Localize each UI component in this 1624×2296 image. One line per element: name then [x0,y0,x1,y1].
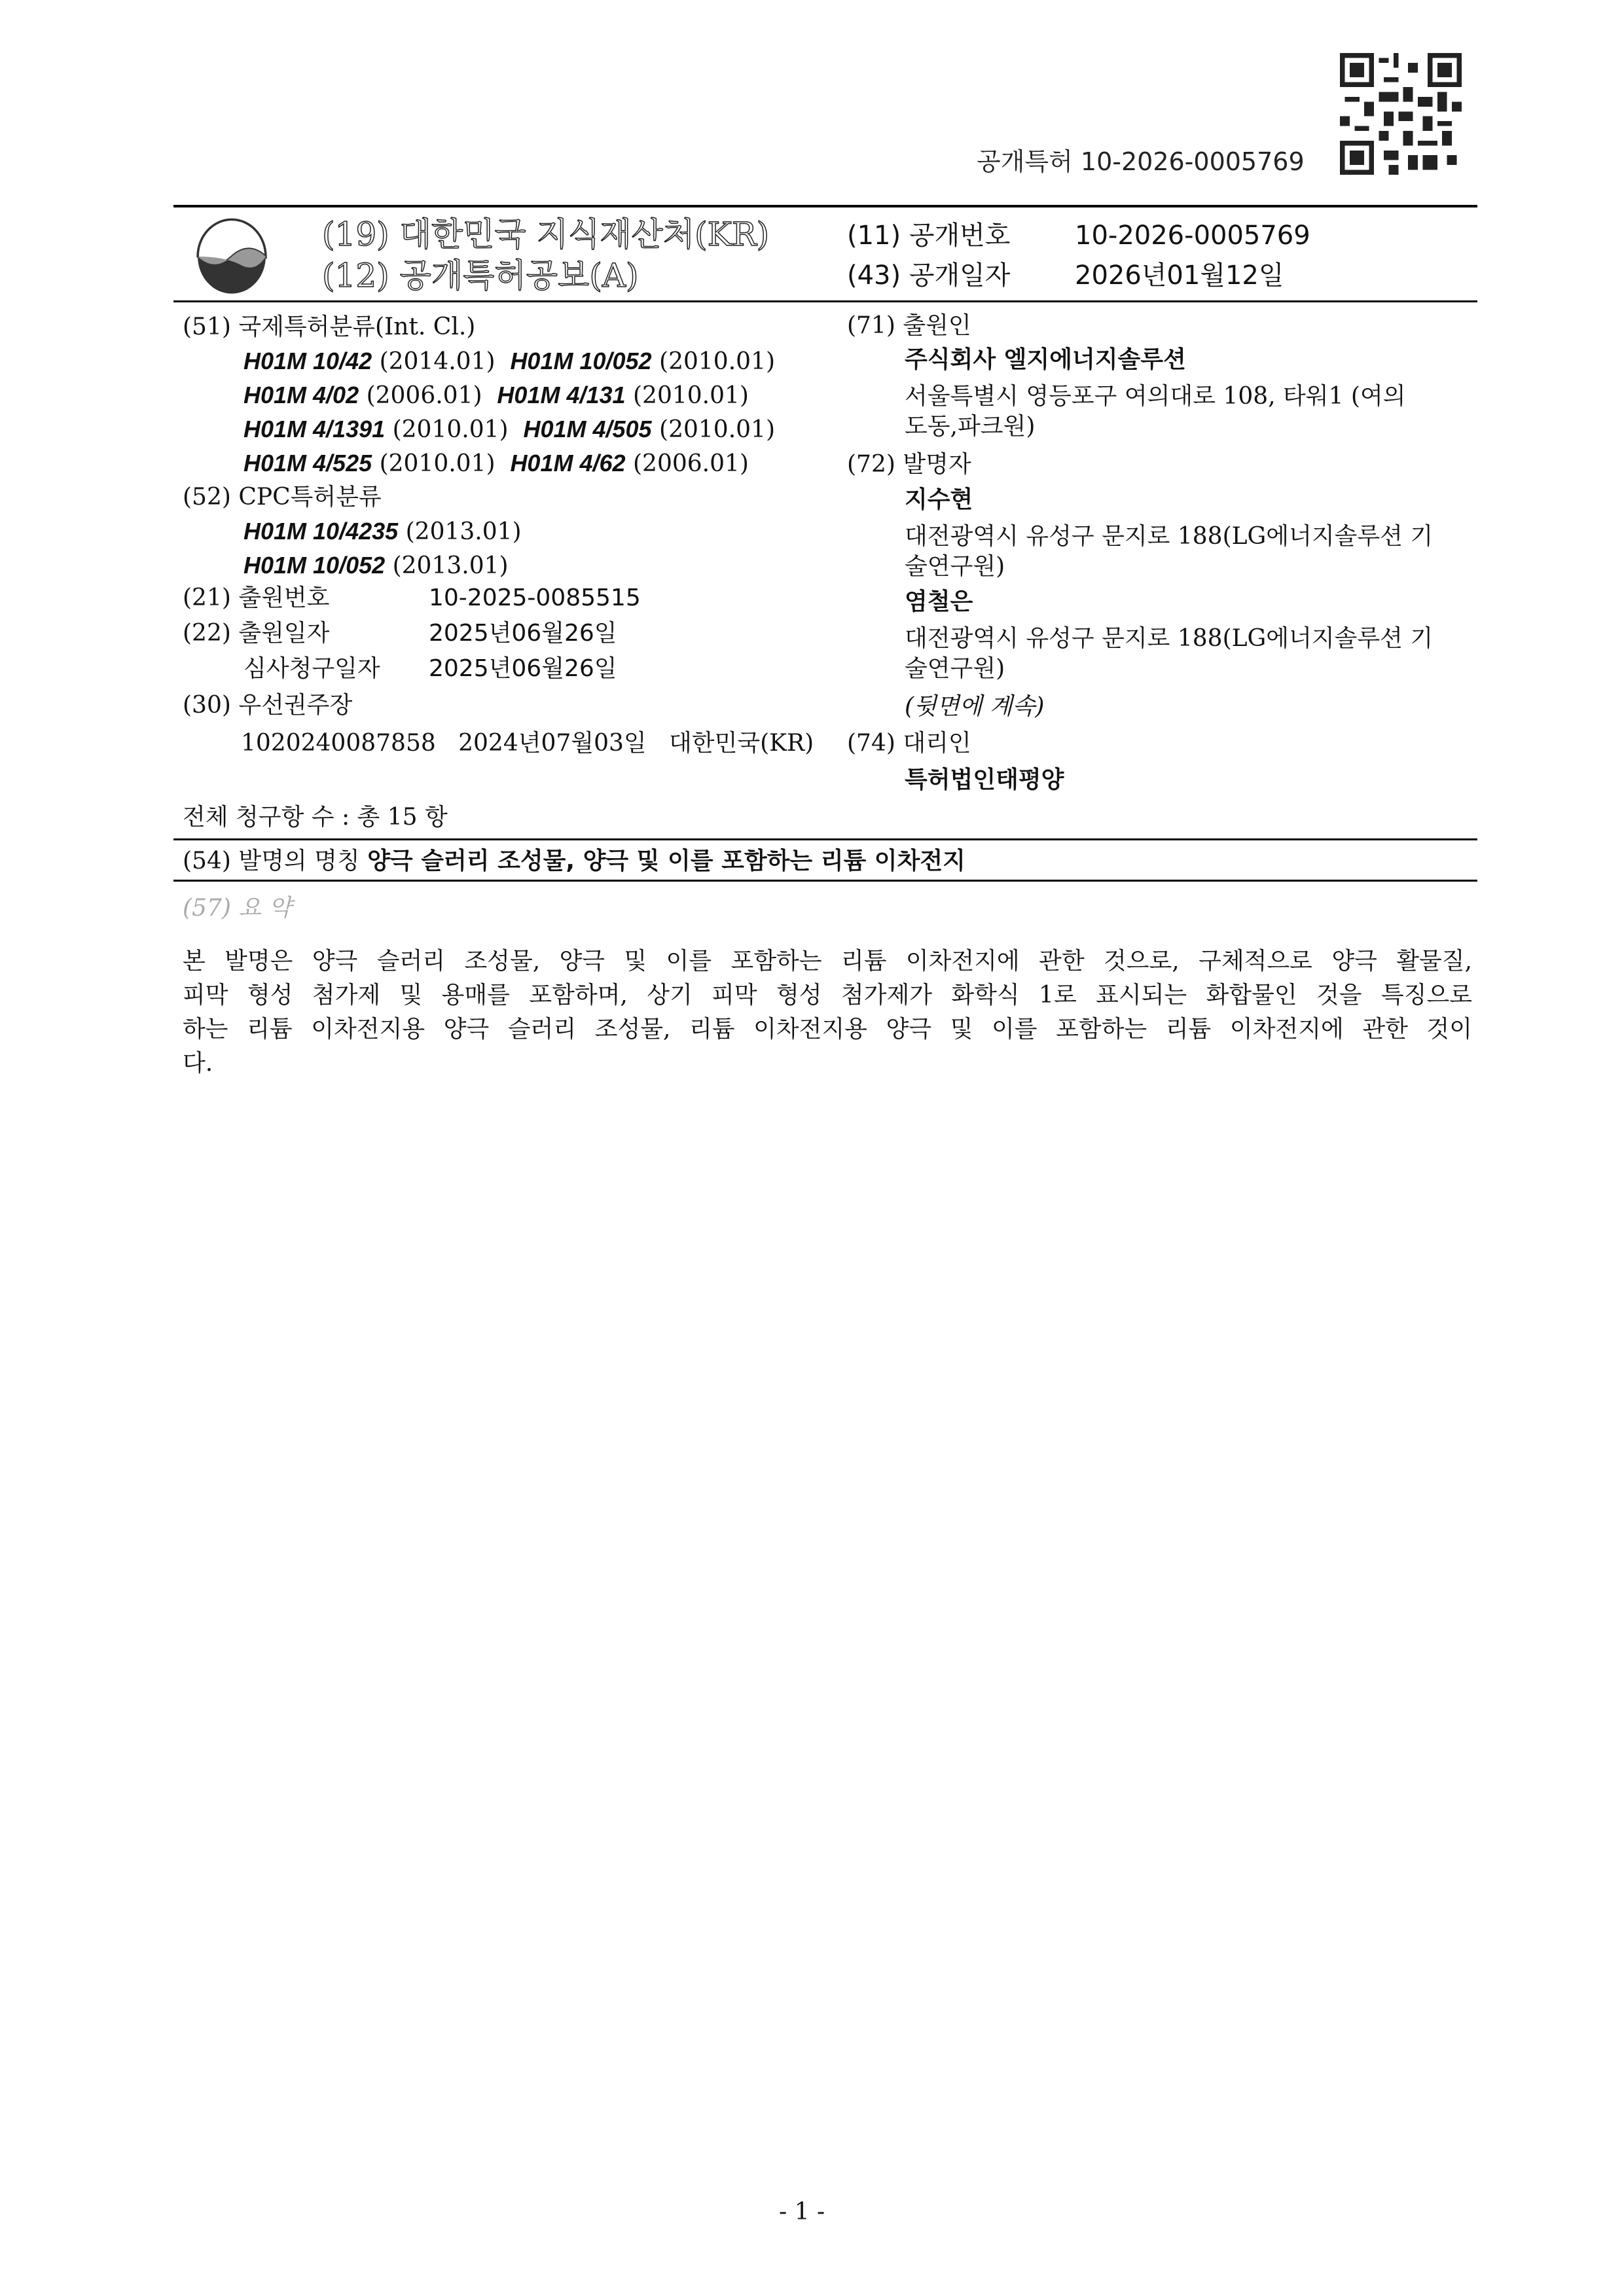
inventor-address: 대전광역시 유성구 문지로 188(LG에너지솔루션 기 [905,624,1433,653]
int-cl-row [244,347,775,376]
inventor-address: 대전광역시 유성구 문지로 188(LG에너지솔루션 기 [905,522,1433,551]
classification-code: H01M 10/4235 [244,518,398,545]
office-title: (19) 대한민국 지식재산처(KR) [322,216,769,253]
inventor-address: 술연구원) [905,552,1005,581]
application-date-label: (22) 출원일자 [183,619,329,648]
examination-date: 2025년06월26일 [429,655,617,683]
classification-code: H01M 10/052 [244,552,385,579]
int-cl-label: (51) 국제특허분류(Int. Cl.) [183,313,475,342]
classification-code: H01M 10/42 [244,348,372,374]
priority-row [241,729,814,758]
invention-title: 양극 슬러리 조성물, 양극 및 이를 포함하는 리튬 이차전지 [367,848,965,874]
classification-code: H01M 4/62 [510,450,625,476]
classification-version: (2010.01) [393,416,509,443]
title-bottom-rule [173,880,1477,882]
abstract-label: (57) 요 약 [183,894,291,923]
classification-code: H01M 4/1391 [244,416,385,442]
applicant-address: 도동,파크원) [905,412,1035,441]
abstract-line: 본 발명은 양극 슬러리 조성물, 양극 및 이를 포함하는 리튬 이차전지에 관한 것으로, 구체적으로 양극 활물질, [183,947,1472,976]
invention-title-row [183,847,965,876]
invention-title-label: (54) 발명의 명칭 [183,848,360,874]
int-cl-row [244,381,749,410]
application-number: 10-2025-0085515 [429,584,641,613]
applicant-name: 주식회사 엘지에너지솔루션 [905,346,1186,374]
classification-version: (2013.01) [393,552,509,579]
publication-date: 2026년01월12일 [1075,257,1284,294]
classification-version: (2010.01) [659,348,775,375]
abstract-line: 피막 형성 첨가제 및 용매를 포함하며, 상기 피막 형성 첨가제가 화학식 1로 표시되는 화합물인 것을 특징으로 [183,981,1472,1010]
continued-note: (뒷면에 계속) [905,692,1044,721]
int-cl-row [244,449,749,478]
priority-country: 대한민국(KR) [669,730,814,757]
classification-code: H01M 4/505 [523,416,651,442]
cpc-row [244,551,509,581]
top-rule [173,205,1477,207]
claims-count: 전체 청구항 수 : 총 15 항 [183,803,448,832]
qr-code [1340,52,1462,176]
abstract-line: 하는 리튬 이차전지용 양극 슬러리 조성물, 리튬 이차전지용 양극 및 이를 포함하는 리튬 이차전지에 관한 것이 [183,1015,1472,1044]
applicant-address: 서울특별시 영등포구 여의대로 108, 타워1 (여의 [905,382,1406,411]
government-emblem-logo [191,218,272,295]
inventor-label: (72) 발명자 [847,450,971,479]
classification-version: (2006.01) [367,382,482,409]
abstract-line: 다. [183,1049,1472,1078]
gazette-title: (12) 공개특허공보(A) [322,257,638,294]
agent-name: 특허법인태평양 [905,766,1064,795]
priority-label: (30) 우선권주장 [183,691,352,720]
cpc-label: (52) CPC특허분류 [183,483,382,512]
priority-number: 1020240087858 [241,730,436,757]
publication-date-label: (43) 공개일자 [847,257,1010,294]
classification-version: (2010.01) [380,450,496,477]
inventor-address: 술연구원) [905,655,1005,683]
application-date: 2025년06월26일 [429,619,617,648]
classification-version: (2006.01) [633,450,749,477]
application-number-label: (21) 출원번호 [183,584,329,613]
int-cl-row [244,415,775,444]
title-top-rule [173,838,1477,840]
inventor-name: 염철은 [905,588,973,617]
classification-code: H01M 4/525 [244,450,372,476]
publication-number: 10-2026-0005769 [1075,217,1310,254]
inventor-name: 지수현 [905,486,973,514]
examination-date-label: 심사청구일자 [244,655,380,683]
classification-code: H01M 10/052 [510,348,651,374]
classification-version: (2010.01) [633,382,749,409]
applicant-label: (71) 출원인 [847,312,971,340]
header-bottom-rule [173,300,1477,302]
document-number-label: 공개특허 10-2026-0005769 [977,145,1305,178]
classification-version: (2010.01) [659,416,775,443]
classification-version: (2014.01) [380,348,496,375]
agent-label: (74) 대리인 [847,729,971,758]
page-number: - 1 - [779,2198,825,2227]
classification-version: (2013.01) [406,518,522,545]
cpc-row [244,517,522,547]
classification-code: H01M 4/131 [497,382,625,408]
classification-code: H01M 4/02 [244,382,359,408]
publication-number-label: (11) 공개번호 [847,217,1010,254]
priority-date: 2024년07월03일 [458,730,647,757]
